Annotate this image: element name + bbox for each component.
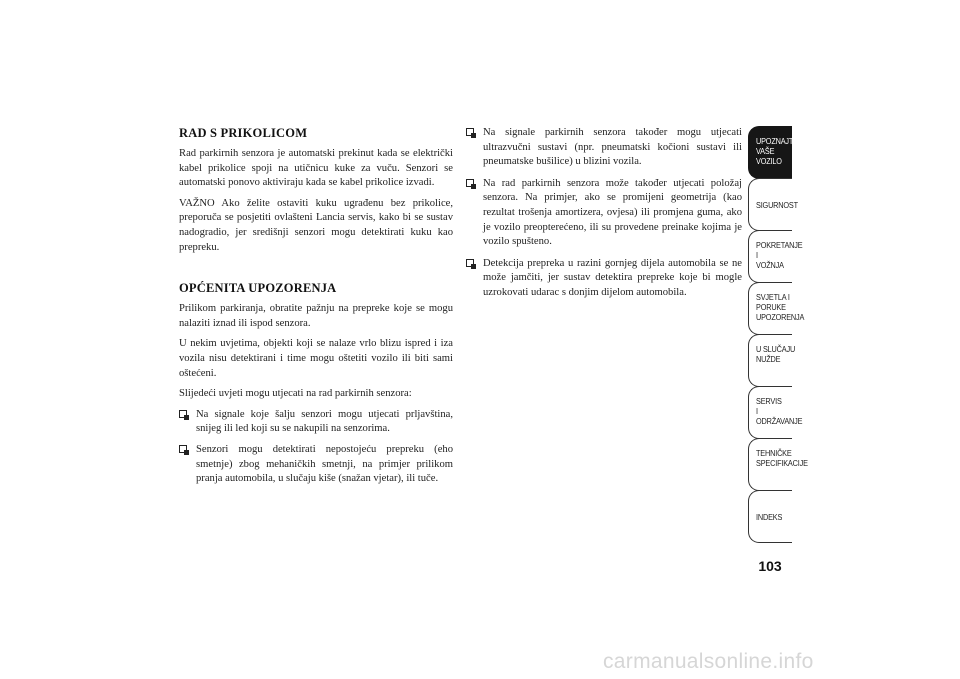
list-item-text: Senzori mogu detektirati nepostojeću prepreku (eho smetnje) zbog mehaničkih smetnji, na primjer prilikom pranja automobila, u slučaju kiše (snažan vjetar), ili tuče. [196, 443, 453, 485]
list-item [466, 126, 742, 170]
tab-indeks[interactable] [748, 490, 792, 543]
paragraph: U nekim uvjetima, objekti koji se nalaze vrlo blizu ispred i iza vozila nisu detektirani i time mogu oštetiti vozilo ili biti sami oštećeni. [179, 338, 453, 379]
list-item [179, 408, 453, 437]
tab-label: INDEKS [756, 512, 783, 522]
list-item [466, 177, 742, 250]
list-item-text: Na rad parkirnih senzora može također utjecati položaj senzora. Na primjer, ako se promijeni geometrija (kao rezultat trošenja amortizera, ovjesa) ili promjena guma, ako je vozilo preopterećeno, ili su provedene preinake kojima je vozilo spušteno. [483, 177, 742, 248]
chapter-tabs [748, 126, 808, 543]
page-number: 103 [758, 558, 782, 574]
bullet-list [179, 408, 453, 487]
tab-servis-i-odrzavanje[interactable] [748, 386, 803, 439]
square-bullet-icon [179, 410, 187, 418]
square-bullet-icon [466, 259, 474, 267]
square-bullet-icon [179, 445, 187, 453]
tab-pokretanje-i-voznja[interactable] [748, 230, 803, 283]
tab-label: UPOZNAJTE VAŠE VOZILO [756, 136, 798, 166]
tab-label: POKRETANJE I VOŽNJA [756, 240, 803, 270]
paragraph: Slijedeći uvjeti mogu utjecati na rad parkirnih senzora: [179, 388, 412, 400]
paragraph: Rad parkirnih senzora je automatski prekinut kada se električki kabel prikolice spoji na utičnicu kuke za vuču. Senzori se automatski ponovo aktiviraju kada se kabel prikolice izvadi. [179, 148, 453, 189]
watermark: carmanualsonline.info [603, 650, 814, 673]
middle-column [466, 126, 742, 308]
tab-label: SIGURNOST [756, 200, 798, 210]
square-bullet-icon [466, 179, 474, 187]
tab-sigurnost[interactable] [748, 178, 798, 231]
list-item [179, 443, 453, 487]
bullet-list [466, 126, 742, 301]
paragraph-important: VAŽNO Ako želite ostaviti kuku ugrađenu bez prikolice, preporuča se posjetiti ovlašteni Lancia servis, kako bi se sustav nadogradio, jer središnji senzori mogu detektirati kuku kao prepreku. [179, 197, 453, 253]
left-column [179, 126, 453, 493]
tab-u-slucaju-nuzde[interactable] [748, 334, 796, 387]
paragraph: Prilikom parkiranja, obratite pažnju na prepreke koje se mogu nalaziti iznad ili ispod senzora. [179, 303, 453, 329]
list-item-text: Na signale parkirnih senzora također mogu utjecati ultrazvučni sustavi (npr. pneumatski kočioni sustavi ili pneumatske bušilice) u blizini vozila. [483, 127, 742, 168]
tab-svjetla-i-poruke-upozorenja[interactable] [748, 282, 805, 335]
tab-label: U SLUČAJU NUŽDE [756, 344, 796, 364]
tab-label: SERVIS I ODRŽAVANJE [756, 396, 803, 426]
tab-tehnicke-specifikacije[interactable] [748, 438, 808, 491]
tab-upoznajte-vase-vozilo[interactable] [748, 126, 798, 179]
square-bullet-icon [466, 128, 474, 136]
list-item-text: Na signale koje šalju senzori mogu utjecati prljavština, snijeg ili led koji su se nakupili na senzorima. [196, 408, 453, 435]
section-heading-trailer: RAD S PRIKOLICOM [179, 126, 308, 140]
list-item-text: Detekcija prepreka u razini gornjeg dijela automobila se ne može jamčiti, jer sustav detektira prepreke koje bi mogle uzrokovati udarac s donjim dijelom automobila. [483, 257, 742, 298]
tab-label: SVJETLA I PORUKE UPOZORENJA [756, 292, 805, 322]
list-item [466, 257, 742, 301]
tab-label: TEHNIČKE SPECIFIKACIJE [756, 448, 808, 468]
section-heading-general-warnings: OPĆENITA UPOZORENJA [179, 281, 337, 296]
